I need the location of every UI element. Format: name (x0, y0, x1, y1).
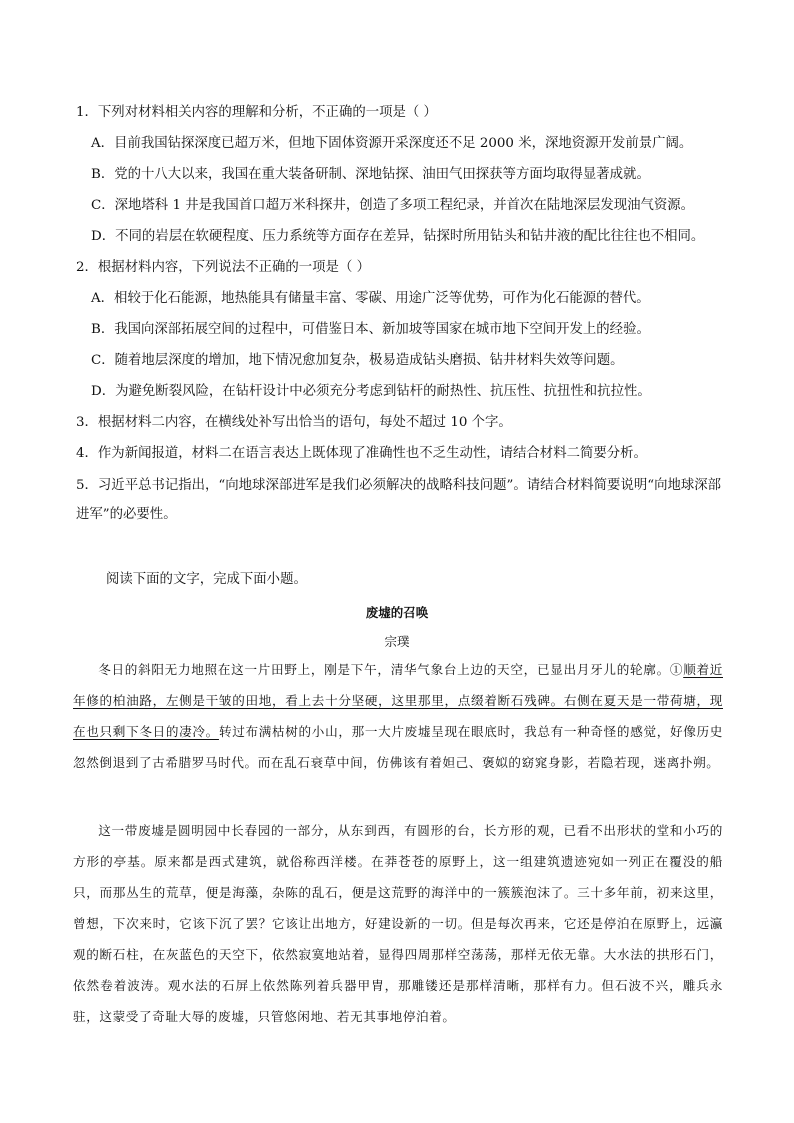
question-2-stem: 2．根据材料内容，下列说法不正确的一项是（ ） (76, 260, 370, 275)
paragraph-1-text-a: 冬日的斜阳无力地照在这一片田野上，刚是下午，清华气象台上边的天空，已显出月牙儿的轮廓。① (98, 662, 684, 677)
question-2-option-c: C．随着地层深度的增加，地下情况愈加复杂，极易造成钻头磨损、钻井材料失效等问题。 (91, 353, 624, 368)
question-1-option-b: B．党的十八大以来，我国在重大装备研制、深地钻探、油田气田探获等方面均取得显著成就。 (91, 167, 650, 182)
question-1-option-d: D．不同的岩层在软硬程度、压力系统等方面存在差异，钻探时所用钻头和钻井液的配比往往也不相同。 (91, 229, 705, 244)
paragraph-1-underlined: 顺着近年修的柏油路，左侧是干皱的田地，看上去十分坚硬，这里那里，点缀着断石残碑。右侧在夏天是一带荷塘，现在也只剩下冬日的凄冷。 (73, 662, 723, 739)
passage-paragraph-2: 这一带废墟是圆明园中长春园的一部分，从东到西，有圆形的台，长方形的观，已看不出形状的堂和小巧的方形的亭基。原来都是西式建筑，就俗称西洋楼。在莽苍苍的原野上，这一组建筑遗迹宛如一列正在覆没的船只，而那丛生的荒草，便是海藻，杂陈的乱石，便是这荒野的海洋中的一簇簇泡沫了。三十多年前，初来这里，曾想，下次来时，它该下沉了罢？它该让出地方，好建设新的一切。但是每次再来，它还是停泊在原野上，远瀛观的断石柱，在灰蓝色的天空下，依然寂寞地站着，显得四周那样空荡荡，那样无依无靠。大水法的拱形石门，依然卷着波涛。观水法的石屏上依然陈列着兵器甲胄，那雕镂还是那样清晰，那样有力。但石波不兴，雕兵永驻，这蒙受了奇耻大辱的废墟，只管悠闲地、若无其事地停泊着。 (73, 823, 723, 1024)
question-4: 4．作为新闻报道，材料二在语言表达上既体现了准确性也不乏生动性，请结合材料二简要分析。 (76, 446, 647, 461)
question-5: 5．习近平总书记指出，“向地球深部进军是我们必须解决的战略科技问题”。请结合材料简要说明“向地球深部进军”的必要性。 (76, 478, 722, 522)
passage-title: 废墟的召唤 (365, 605, 429, 620)
reading-instruction: 阅读下面的文字，完成下面小题。 (106, 572, 307, 587)
question-2-option-a: A．相较于化石能源，地热能具有储量丰富、零碳、用途广泛等优势，可作为化石能源的替代。 (91, 291, 650, 306)
passage-author: 宗璞 (384, 634, 410, 649)
paragraph-1-text-b: 转过布满枯树的小山，那一大片废墟呈现在眼底时，我总有一种奇怪的感觉，好像历史忽然倒退到了古希腊罗马时代。而在乱石衰草中间，仿佛该有着妲己、褒姒的窈窕身影，若隐若现，迷离扑朔。 (73, 724, 723, 770)
question-1-option-c: C．深地塔科 1 井是我国首口超万米科探井，创造了多项工程纪录，并首次在陆地深层发现油气资源。 (91, 198, 695, 213)
question-2-option-d: D．为避免断裂风险，在钻杆设计中必须充分考虑到钻杆的耐热性、抗压性、抗扭性和抗拉性。 (91, 384, 651, 399)
question-1-stem: 1．下列对材料相关内容的理解和分析，不正确的一项是（ ） (76, 105, 437, 120)
passage-paragraph-1 (73, 654, 723, 778)
question-2-option-b: B．我国向深部拓展空间的过程中，可借鉴日本、新加坡等国家在城市地下空间开发上的经验。 (91, 322, 650, 337)
question-3: 3．根据材料二内容，在横线处补写出恰当的语句，每处不超过 10 个字。 (76, 415, 512, 430)
question-1-option-a: A．目前我国钻探深度已超万米，但地下固体资源开采深度还不足 2000 米，深地资源开发前景广阔。 (91, 136, 693, 151)
